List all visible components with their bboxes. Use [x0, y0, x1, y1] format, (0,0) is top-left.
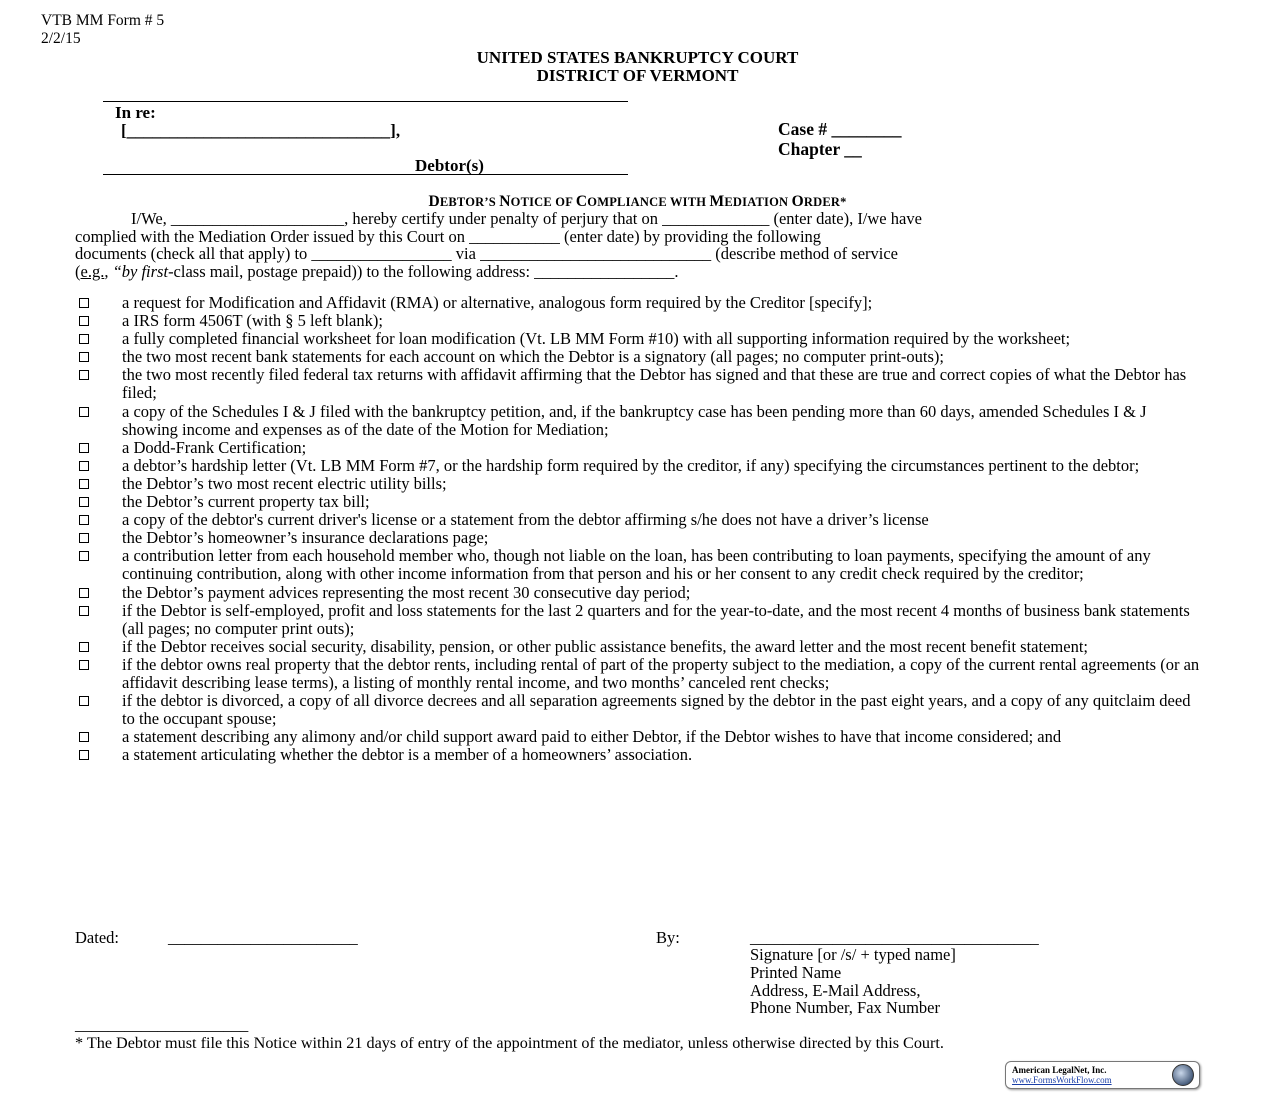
checklist-item-text: if the debtor is divorced, a copy of all divorce decrees and all separation agreements signed by the debtor in the past eight years, and a copy of any quitclaim deed to the occupant spouse;: [122, 691, 1191, 729]
debtor-name-blank: [_______________________________],: [121, 121, 401, 140]
checklist-item: [75, 457, 1205, 475]
in-re-label: In re:: [115, 103, 156, 122]
intro-line-4: (e.g., “by first-class mail, postage prepaid)) to the following address: _________________.: [75, 261, 679, 281]
checklist-item-text: if the Debtor receives social security, disability, pension, or other public assistance benefits, the award letter and the most recent benefit statement;: [122, 636, 1088, 656]
checklist-item: [75, 330, 1205, 348]
form-date: 2/2/15: [41, 30, 81, 47]
checklist-item: [75, 511, 1205, 529]
checkbox[interactable]: [79, 642, 89, 652]
checkbox[interactable]: [79, 298, 89, 308]
checkbox[interactable]: [79, 750, 89, 760]
checkbox[interactable]: [79, 407, 89, 417]
checklist-item: [75, 728, 1205, 746]
signature-line: ___________________________________: [750, 928, 1039, 947]
footnote-rule: _____________________: [75, 1015, 249, 1034]
checkbox[interactable]: [79, 606, 89, 616]
case-number: Case # ________: [778, 119, 902, 139]
checkbox[interactable]: [79, 551, 89, 561]
court-name: UNITED STATES BANKRUPTCY COURT: [476, 48, 799, 67]
checklist-item-text: if the Debtor is self-employed, profit and loss statements for the last 2 quarters and for the year-to-date, and the most recent 4 months of business bank statements (all pages; no computer print outs);: [122, 600, 1190, 638]
legalnet-logo[interactable]: [1005, 1061, 1200, 1089]
checklist-item-text: the Debtor’s payment advices representing the most recent 30 consecutive day period;: [122, 582, 691, 602]
checkbox[interactable]: [79, 370, 89, 380]
checklist-item: [75, 584, 1205, 602]
checkbox[interactable]: [79, 316, 89, 326]
chapter: Chapter __: [778, 139, 862, 159]
checkbox[interactable]: [79, 479, 89, 489]
checklist-item-text: a debtor’s hardship letter (Vt. LB MM Form #7, or the hardship form required by the creditor, if any) specifying the circumstances pertinent to the debtor;: [122, 455, 1140, 475]
checklist-item-text: a statement articulating whether the debtor is a member of a homeowners’ association.: [122, 745, 693, 765]
checkbox[interactable]: [79, 461, 89, 471]
checkbox[interactable]: [79, 352, 89, 362]
checklist-item: [75, 439, 1205, 457]
by-label: By:: [656, 928, 680, 947]
checklist-item: [75, 602, 1205, 638]
certification-paragraph: [75, 210, 1205, 280]
court-district: DISTRICT OF VERMONT: [536, 66, 739, 85]
document-title: DEBTOR’S NOTICE OF COMPLIANCE WITH MEDIATION ORDER*: [428, 193, 847, 210]
checklist-item: [75, 312, 1205, 330]
checklist-item-text: a statement describing any alimony and/or child support award paid to either Debtor, if the Debtor wishes to have that income considered; and: [122, 727, 1062, 747]
signature-caption: Signature [or /s/ + typed name]: [750, 945, 956, 964]
checklist-item: [75, 656, 1205, 692]
checklist-item-text: the two most recently filed federal tax returns with affidavit affirming that the Debtor has signed and that these are true and correct copies of what the Debtor has filed;: [122, 365, 1187, 403]
checkbox[interactable]: [79, 334, 89, 344]
globe-icon: [1172, 1064, 1194, 1086]
intro-line-1: I/We, _____________________, hereby certify under penalty of perjury that on _____________ (enter date), I/we have: [131, 209, 922, 228]
checklist-item: [75, 692, 1205, 728]
checklist-item-text: a request for Modification and Affidavit (RMA) or alternative, analogous form required by the Creditor [specify];: [122, 293, 873, 312]
checklist-item: [75, 547, 1205, 583]
checklist-item: [75, 638, 1205, 656]
checklist-item-text: a contribution letter from each household member who, though not liable on the loan, has been contributing to loan payments, specifying the amount of any continuing contribution, along with other income information from that person and his or her consent to any credit check required by the creditor;: [122, 546, 1151, 584]
checklist-item-text: the two most recent bank statements for each account on which the Debtor is a signatory (all pages; no computer print-outs);: [122, 347, 945, 367]
checklist-item: [75, 403, 1205, 439]
checklist-item-text: a copy of the Schedules I & J filed with the bankruptcy petition, and, if the bankruptcy case has been pending more than 60 days, amended Schedules I & J showing income and expenses as of the date of the Motion for Mediation;: [122, 401, 1147, 439]
checklist-item: [75, 366, 1205, 402]
address-caption: Address, E-Mail Address,: [750, 981, 921, 1000]
logo-company: American LegalNet, Inc.: [1012, 1065, 1107, 1075]
footnote-text: * The Debtor must file this Notice within 21 days of entry of the appointment of the mediator, unless otherwise directed by this Court.: [75, 1034, 944, 1052]
checklist-item-text: a IRS form 4506T (with § 5 left blank);: [122, 311, 383, 331]
checkbox[interactable]: [79, 588, 89, 598]
logo-url-link[interactable]: www.FormsWorkFlow.com: [1012, 1075, 1112, 1085]
intro-line-3: documents (check all that apply) to _________________ via ____________________________ (describe method of service: [75, 244, 899, 263]
dated-line: _______________________: [168, 928, 358, 947]
caption-bottom-rule: [103, 174, 628, 175]
checklist-item-text: if the debtor owns real property that the debtor rents, including rental of part of the property subject to the mediation, a copy of the current rental agreements (or an affidavit describing lease terms), a listing of monthly rental income, and two months’ canceled rent checks;: [122, 654, 1200, 692]
checklist-item-text: the Debtor’s two most recent electric utility bills;: [122, 473, 447, 493]
checkbox[interactable]: [79, 497, 89, 507]
caption-top-rule: [103, 101, 628, 102]
checkbox[interactable]: [79, 515, 89, 525]
checklist-item-text: a Dodd-Frank Certification;: [122, 437, 307, 457]
checklist-item: [75, 493, 1205, 511]
phone-caption: Phone Number, Fax Number: [750, 998, 940, 1017]
checkbox[interactable]: [79, 696, 89, 706]
printed-name-caption: Printed Name: [750, 963, 842, 982]
checklist-item: [75, 746, 1205, 764]
checklist-item: [75, 348, 1205, 366]
intro-line-2: complied with the Mediation Order issued by this Court on ___________ (enter date) by providing the following: [75, 226, 822, 246]
document-checklist: [75, 294, 1205, 764]
checkbox[interactable]: [79, 732, 89, 742]
checklist-item: [75, 294, 1205, 312]
form-id: VTB MM Form # 5: [41, 12, 165, 29]
checklist-item-text: the Debtor’s homeowner’s insurance declarations page;: [122, 528, 489, 548]
dated-label: Dated:: [75, 928, 119, 947]
checklist-item-text: a fully completed financial worksheet for loan modification (Vt. LB MM Form #10) with all supporting information required by the worksheet;: [122, 329, 1071, 349]
checkbox[interactable]: [79, 660, 89, 670]
debtor-label: Debtor(s): [415, 156, 484, 175]
checkbox[interactable]: [79, 443, 89, 453]
checkbox[interactable]: [79, 533, 89, 543]
checklist-item: [75, 529, 1205, 547]
checklist-item-text: a copy of the debtor's current driver's license or a statement from the debtor affirming s/he does not have a driver’s license: [122, 510, 929, 530]
checklist-item-text: the Debtor’s current property tax bill;: [122, 492, 370, 512]
checklist-item: [75, 475, 1205, 493]
